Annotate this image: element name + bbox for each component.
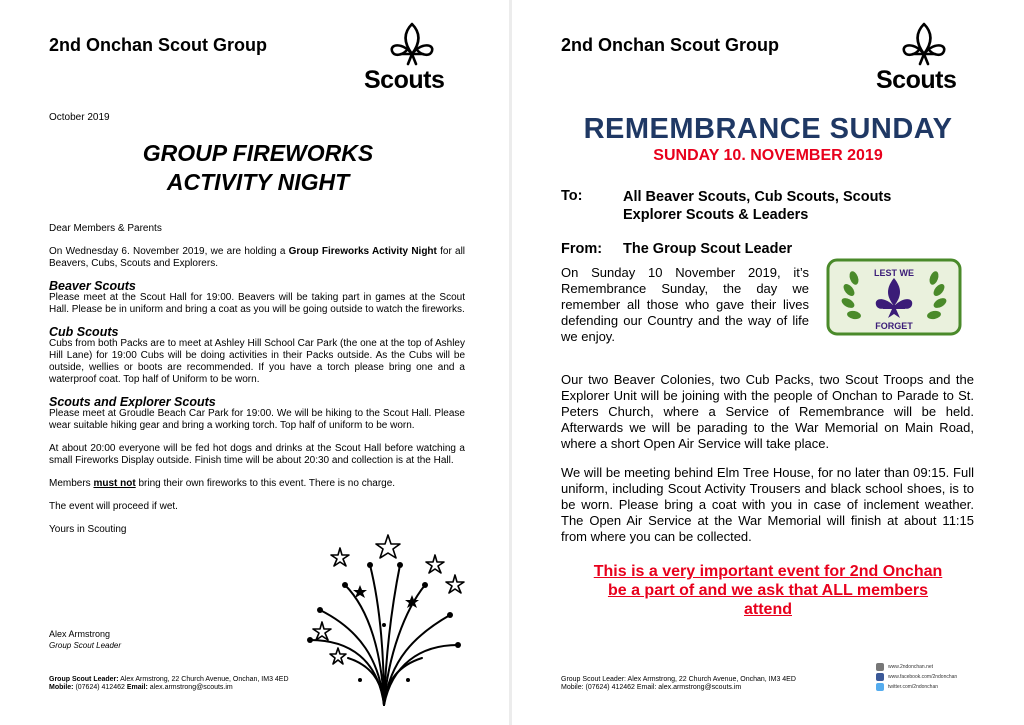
fleur-de-lis-icon xyxy=(872,20,977,68)
facebook-icon xyxy=(876,673,884,681)
scouts-logo xyxy=(360,20,465,100)
badge-top-text: LEST WE xyxy=(874,268,914,278)
members-paragraph xyxy=(49,478,465,490)
signature-block xyxy=(49,629,121,651)
footer-address: Alex Armstrong, 22 Church Avenue, Onchan, IM3 4ED xyxy=(118,676,289,683)
food-paragraph: At about 20:00 everyone will be fed hot dogs and drinks at the Scout Hall before watching a small Fireworks Display outside. Finish time will be about 20:30 and collection is at the Hall. xyxy=(49,443,465,466)
facebook-link[interactable]: www.facebook.com/2ndonchan xyxy=(888,674,958,680)
group-name: 2nd Onchan Scout Group xyxy=(561,35,780,55)
badge-bottom-text: FORGET xyxy=(875,321,913,331)
fleur-de-lis-icon xyxy=(360,20,465,68)
section-text-scouts: Please meet at Groudle Beach Car Park for 19:00. We will be hiking to the Scout Hall. Please wear suitable hiking gear and bring a working torch. Top half of uniform to be worn. xyxy=(49,408,465,431)
facebook-link-row[interactable] xyxy=(876,672,957,682)
wet-weather-note: The event will proceed if wet. xyxy=(49,501,178,512)
intro-prefix: On Wednesday 6. November 2019, we are holding a xyxy=(49,246,289,257)
footer-label-mobile: Mobile: xyxy=(49,684,74,691)
important-notice xyxy=(542,562,994,619)
scouts-logo-text: Scouts xyxy=(364,66,445,94)
footer-mobile: (07624) 412462 xyxy=(73,684,127,691)
important-notice-line3: attend xyxy=(744,601,792,618)
globe-icon xyxy=(876,663,884,671)
page-title: REMEMBRANCE SUNDAY xyxy=(583,113,953,145)
footer-contact-line xyxy=(49,684,289,692)
letter-title-line1: GROUP FIREWORKS xyxy=(142,140,374,166)
signoff: Yours in Scouting xyxy=(49,524,127,535)
right-letter-page xyxy=(512,0,1024,725)
members-suffix: bring their own fireworks to this event. There is no charge. xyxy=(135,478,396,489)
fireworks-illustration xyxy=(300,530,470,715)
social-links xyxy=(876,662,957,692)
scouts-logo xyxy=(872,20,977,100)
letter-footer xyxy=(49,676,289,692)
scouts-logo-text: Scouts xyxy=(876,66,957,94)
twitter-icon xyxy=(876,683,884,691)
website-link-row[interactable] xyxy=(876,662,957,672)
letter-body xyxy=(49,223,465,536)
salutation: Dear Members & Parents xyxy=(49,223,162,234)
event-name: Group Fireworks Activity Night xyxy=(288,246,437,257)
parade-paragraph: Our two Beaver Colonies, two Cub Packs, two Scout Troops and the Explorer Unit will be joining with the people of Onchan to Parade to St. Peters Church, where a Service of Remembrance will be held. Afterwards we will be parading to the War Memorial on Main Road, where a short Open Air Service will take place. xyxy=(561,372,974,451)
intro-paragraph xyxy=(49,246,465,270)
page-subtitle: SUNDAY 10. NOVEMBER 2019 xyxy=(653,147,883,164)
to-recipients-line1: All Beaver Scouts, Cub Scouts, Scouts xyxy=(623,189,892,205)
website-link[interactable]: www.2ndonchan.net xyxy=(888,664,934,670)
letter-title-line2: ACTIVITY NIGHT xyxy=(166,169,350,195)
letter-title xyxy=(60,139,456,197)
section-heading-cub: Cub Scouts xyxy=(49,325,119,339)
members-prefix: Members xyxy=(49,478,94,489)
footer-email: alex.armstrong@scouts.im xyxy=(147,684,233,691)
signer-title: Group Scout Leader xyxy=(49,641,122,650)
footer-address-line: Group Scout Leader: Alex Armstrong, 22 Church Avenue, Onchan, IM3 4ED xyxy=(561,676,796,683)
intro-suffix: for all Beavers, Cubs, Scouts and Explorers. xyxy=(49,246,466,269)
signer-name: Alex Armstrong xyxy=(49,629,111,639)
important-notice-line2: be a part of and we ask that ALL members xyxy=(607,582,929,599)
remembrance-intro: On Sunday 10 November 2019, it’s Remembrance Sunday, the day we remember all those who gave their lives defending our Country and the way of life we enjoy. xyxy=(561,265,809,344)
footer-address-line xyxy=(49,676,289,684)
section-heading-scouts: Scouts and Explorer Scouts xyxy=(49,395,216,409)
important-notice-line1: This is a very important event for 2nd Onchan xyxy=(593,563,943,580)
footer-label-leader: Group Scout Leader: xyxy=(49,676,119,683)
letter-footer xyxy=(561,676,796,692)
twitter-link[interactable]: twitter.com/2ndonchan xyxy=(888,684,939,690)
from-label: From: xyxy=(561,241,603,257)
members-emphasis: must not xyxy=(93,478,136,489)
lest-we-forget-badge xyxy=(826,258,962,336)
meeting-paragraph: We will be meeting behind Elm Tree House, for no later than 09:15. Full uniform, including Scout Activity Trousers and black school shoes, is to be worn. Please bring a coat with you in case of inclement weather. The Open Air Service at the War Memorial will finish at about 11:15 from where you can be collected. xyxy=(561,465,974,544)
remembrance-heading xyxy=(512,113,1024,165)
footer-contact-line: Mobile: (07624) 412462 Email: alex.armstrong@scouts.im xyxy=(561,684,742,691)
left-letter-page xyxy=(0,0,509,725)
to-label: To: xyxy=(561,188,583,204)
letter-date: October 2019 xyxy=(49,112,110,123)
section-text-beaver: Please meet at the Scout Hall for 19:00. Beavers will be taking part in games at the Scout Hall. Please be in uniform and bring a coat as you will be going outside to watch the fireworks. xyxy=(49,292,465,315)
to-recipients-line2: Explorer Scouts & Leaders xyxy=(623,207,809,223)
from-value: The Group Scout Leader xyxy=(623,241,793,257)
twitter-link-row[interactable] xyxy=(876,682,957,692)
footer-label-email: Email: xyxy=(126,684,148,691)
section-text-cub: Cubs from both Packs are to meet at Ashley Hill School Car Park (the one at the top of Ashley Hill Lane) for 19:00 Cubs will be doing activities in their Packs outside. As the Cubs will be outside, wellies or boots are recommended. If you have a torch please bring one and a waterproof coat. Top half of Uniform to be worn. xyxy=(49,338,465,385)
group-name: 2nd Onchan Scout Group xyxy=(49,35,268,55)
section-heading-beaver: Beaver Scouts xyxy=(49,279,136,293)
to-recipients xyxy=(623,188,891,224)
